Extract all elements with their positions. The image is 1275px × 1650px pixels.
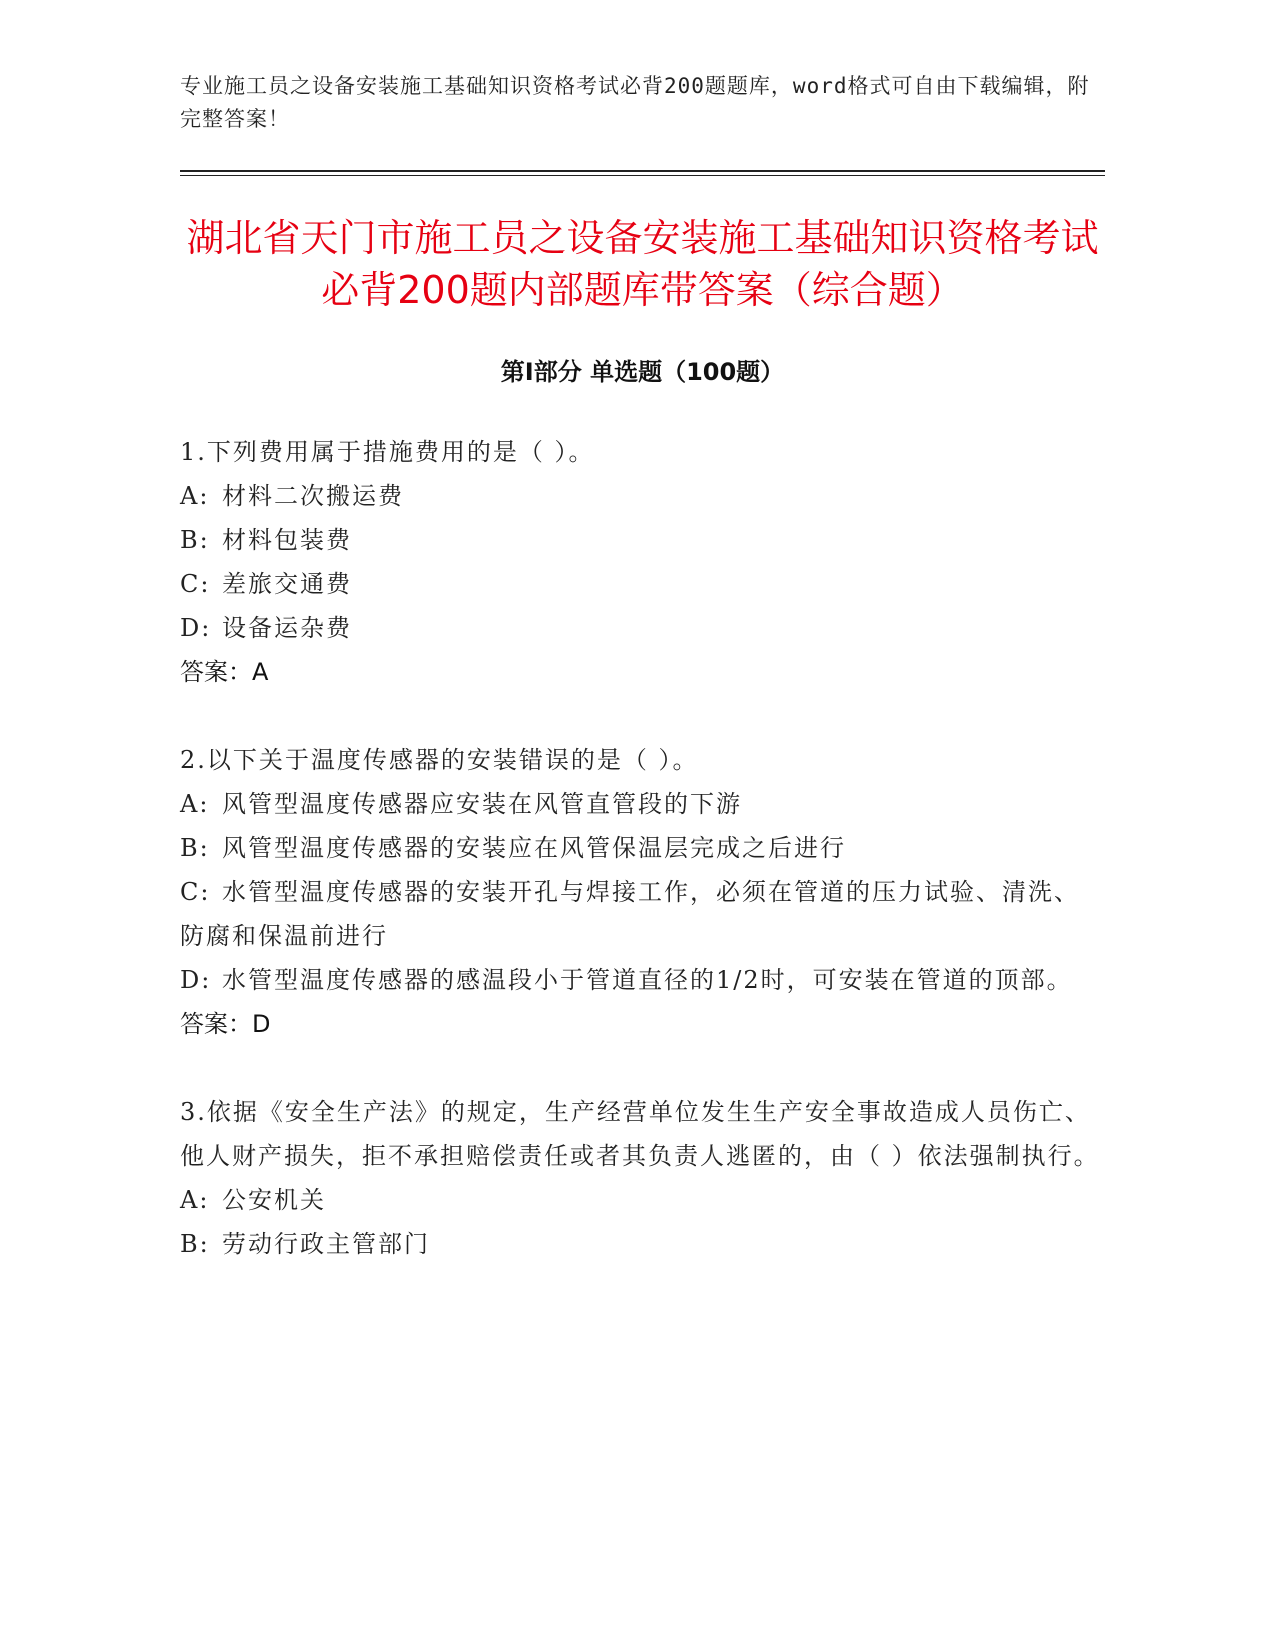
option-a [180,782,1105,826]
option-d [180,606,1105,650]
option-letter: A: [180,790,210,818]
option-letter: B: [180,526,210,554]
option-text: 公安机关 [222,1186,326,1214]
option-letter: C: [180,570,211,598]
option-a [180,474,1105,518]
option-d [180,958,1105,1002]
option-text: 风管型温度传感器应安装在风管直管段的下游 [222,790,742,818]
header-divider [180,170,1105,176]
answer-line: 答案：D [180,1010,271,1038]
question-list [180,430,1105,1266]
option-text: 水管型温度传感器的安装开孔与焊接工作，必须在管道的压力试验、清洗、防腐和保温前进行 [180,878,1080,950]
option-b [180,1222,1105,1266]
question-text: 1.下列费用属于措施费用的是（ ）。 [180,438,595,466]
option-text: 材料包装费 [222,526,352,554]
option-text: 风管型温度传感器的安装应在风管保温层完成之后进行 [222,834,846,862]
question-1 [180,430,1105,694]
option-text: 差旅交通费 [222,570,352,598]
option-a [180,1178,1105,1222]
question-text: 2.以下关于温度传感器的安装错误的是（ ）。 [180,746,699,774]
question-2 [180,738,1105,1046]
option-b [180,518,1105,562]
option-letter: C: [180,878,211,906]
option-letter: B: [180,1230,210,1258]
option-letter: D: [180,614,212,642]
answer-line: 答案：A [180,658,269,686]
option-letter: B: [180,834,210,862]
option-c [180,562,1105,606]
option-letter: A: [180,482,210,510]
question-text: 3.依据《安全生产法》的规定，生产经营单位发生生产安全事故造成人员伤亡、他人财产损失，拒不承担赔偿责任或者其负责人逃匿的，由（ ）依法强制执行。 [180,1098,1100,1170]
option-letter: A: [180,1186,210,1214]
section-title: 第I部分 单选题（100题） [500,358,785,386]
option-c [180,870,1105,958]
document-title: 湖北省天门市施工员之设备安装施工基础知识资格考试必背200题内部题库带答案（综合题） [186,216,1099,312]
header-note: 专业施工员之设备安装施工基础知识资格考试必背200题题库，word格式可自由下载编辑，附完整答案！ [180,74,1090,131]
option-text: 材料二次搬运费 [222,482,404,510]
option-text: 劳动行政主管部门 [222,1230,430,1258]
option-text: 水管型温度传感器的感温段小于管道直径的1/2时，可安装在管道的顶部。 [222,966,1073,994]
document-page [180,70,1105,1310]
option-text: 设备运杂费 [222,614,352,642]
option-b [180,826,1105,870]
option-letter: D: [180,966,212,994]
question-3 [180,1090,1105,1266]
